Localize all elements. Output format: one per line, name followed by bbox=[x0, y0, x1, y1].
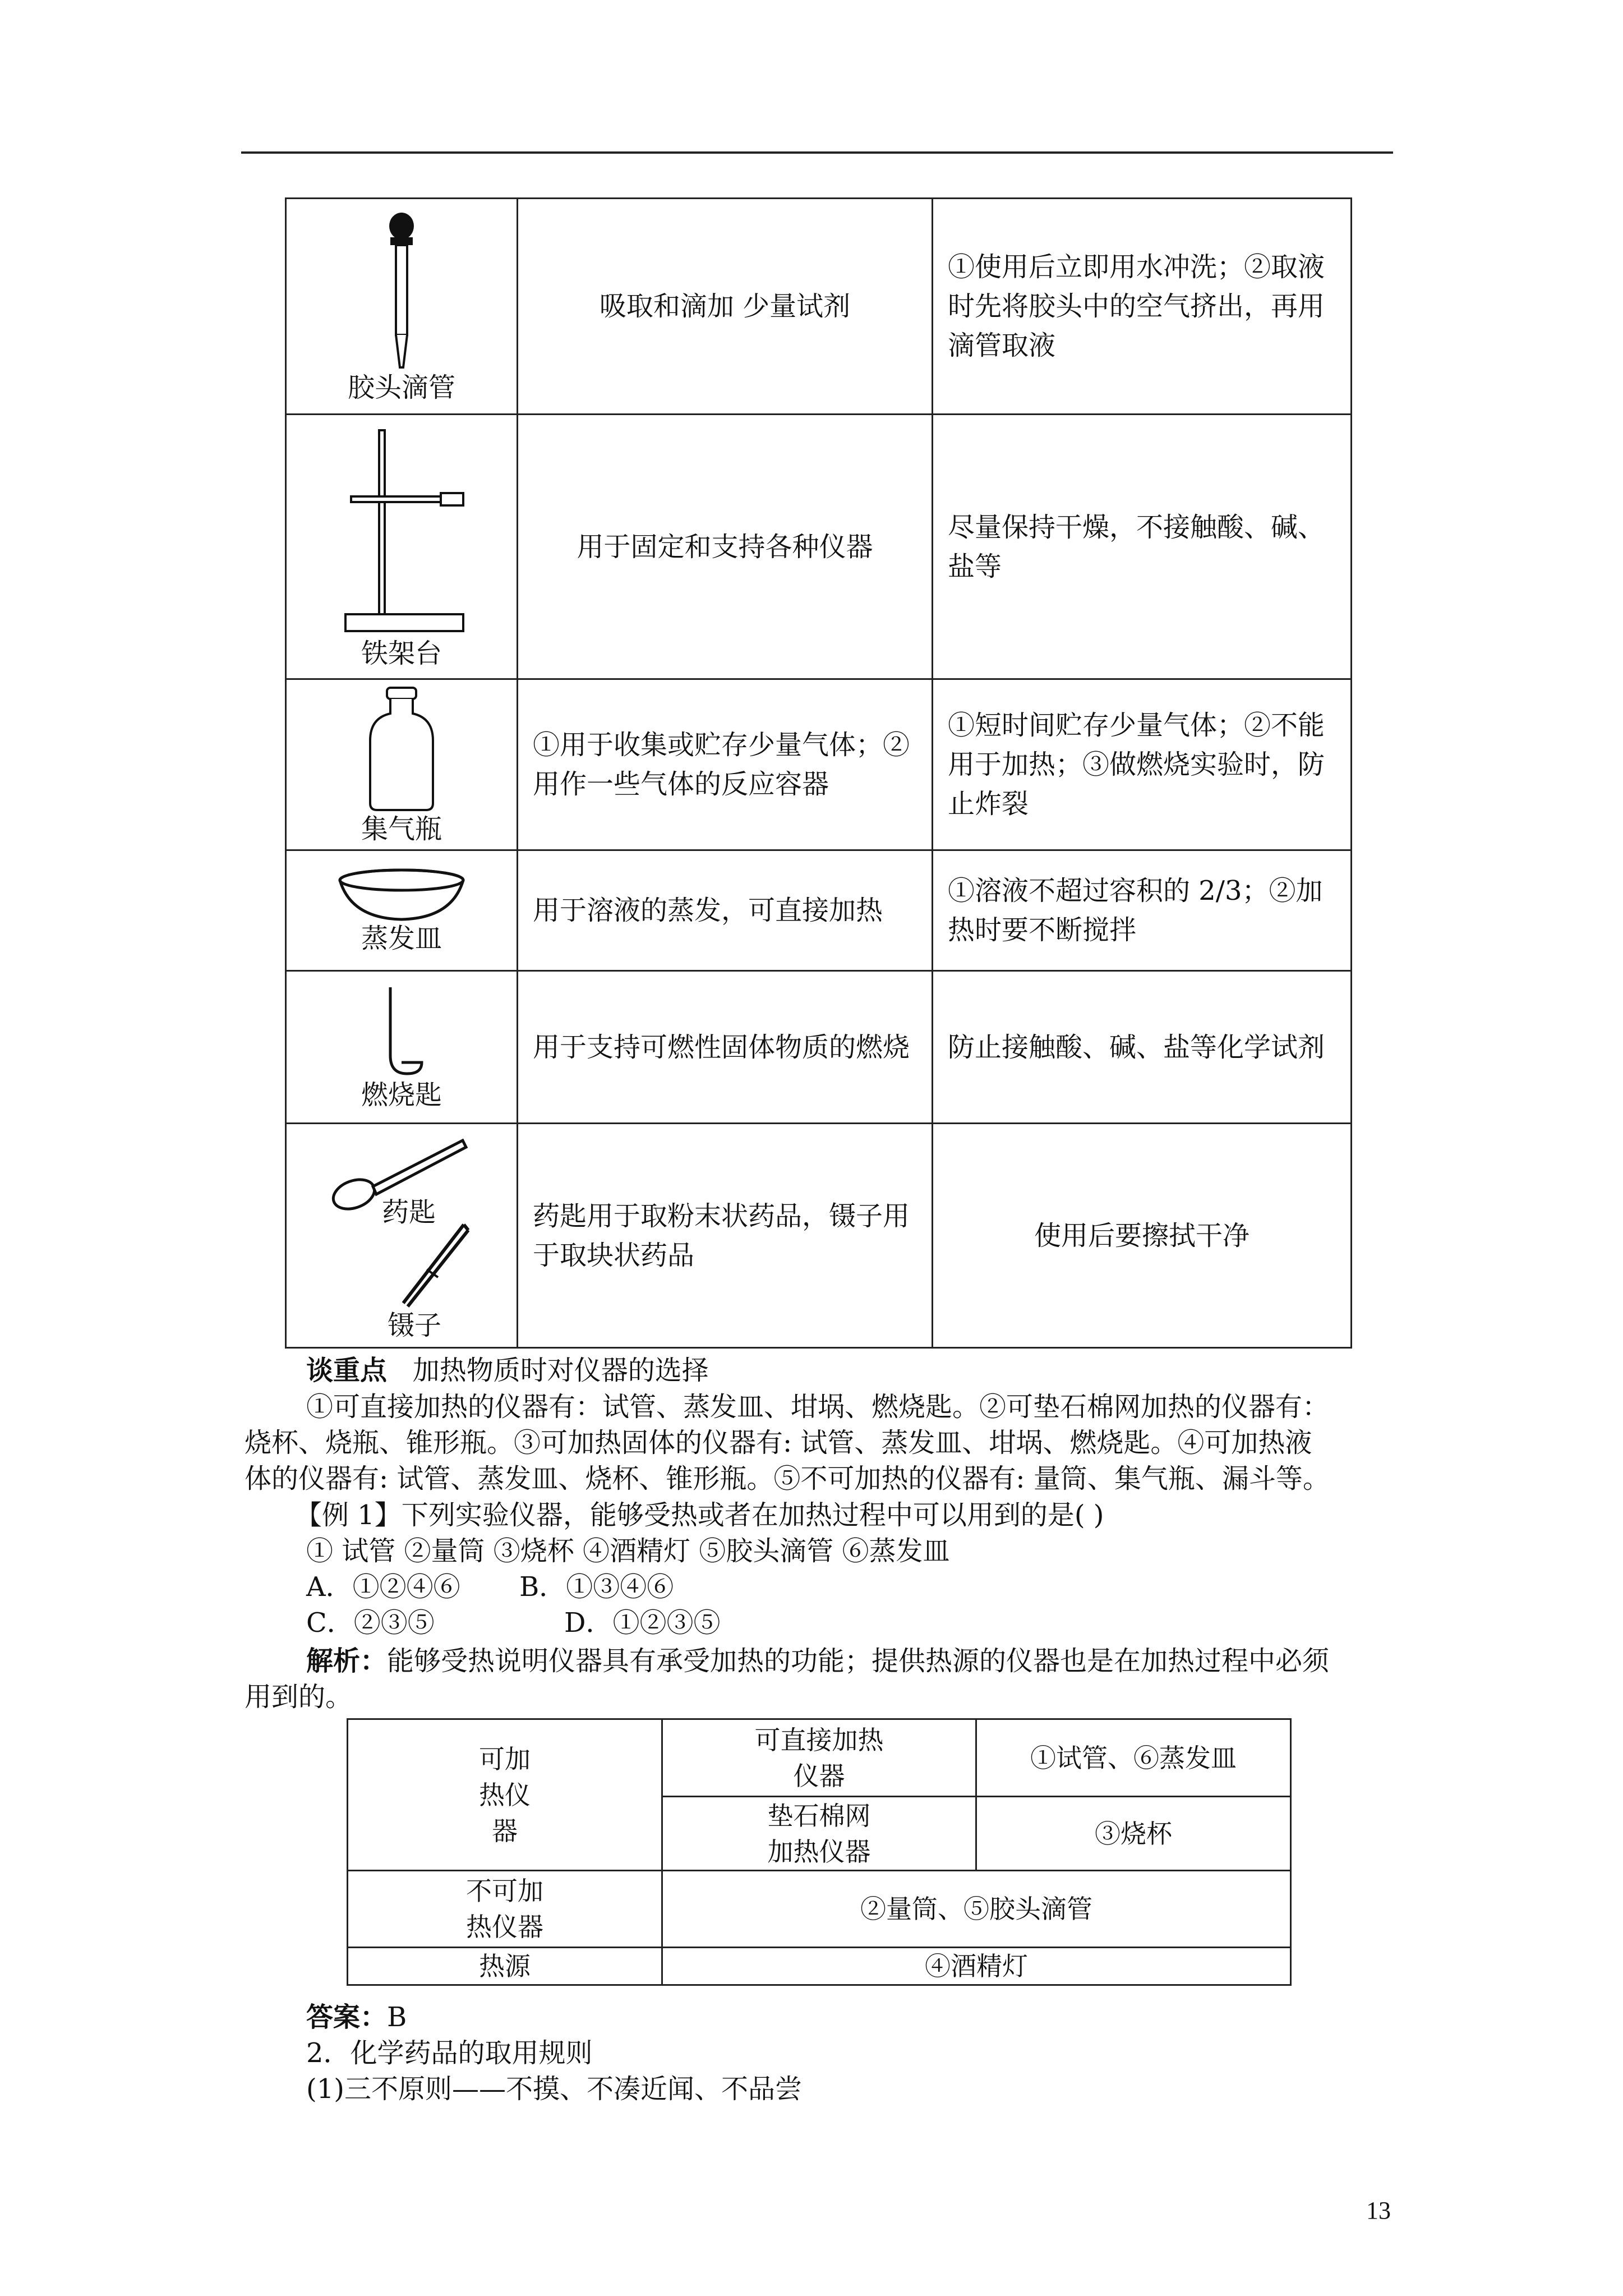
combustion-spoon-icon bbox=[368, 984, 435, 1079]
heatable-cell: 可加热仪器 bbox=[348, 1719, 662, 1871]
focus-line: ①可直接加热的仪器有：试管、蒸发皿、坩埚、燃烧匙。②可垫石棉网加热的仪器有： bbox=[306, 1391, 1330, 1423]
table-row bbox=[286, 679, 1352, 850]
focus-title: 加热物质时对仪器的选择 bbox=[412, 1355, 709, 1386]
non-heatable-items: ②量筒、⑤胶头滴管 bbox=[662, 1871, 1291, 1948]
option-c: C．②③⑤ bbox=[306, 1607, 435, 1639]
option-d: D．①②③⑤ bbox=[564, 1607, 721, 1639]
instrument-name: 胶头滴管 bbox=[347, 372, 455, 403]
gauze-heat-items: ③烧杯 bbox=[976, 1797, 1291, 1871]
usage-cell: 用于支持可燃性固体物质的燃烧 bbox=[518, 971, 933, 1124]
notes-cell: 尽量保持干燥，不接触酸、碱、盐等 bbox=[933, 415, 1352, 679]
heat-source-cell: 热源 bbox=[348, 1948, 662, 1985]
instrument-cell bbox=[286, 1124, 518, 1348]
notes-cell: ①溶液不超过容积的 2/3；②加热时要不断搅拌 bbox=[933, 850, 1352, 971]
instrument-cell bbox=[286, 850, 518, 971]
notes-cell: ①使用后立即用水冲洗；②取液时先将胶头中的空气挤出，再用滴管取液 bbox=[933, 199, 1352, 415]
usage-cell: ①用于收集或贮存少量气体；②用作一些气体的反应容器 bbox=[518, 679, 933, 850]
focus-label: 谈重点 bbox=[306, 1355, 388, 1386]
option-b: B．①③④⑥ bbox=[519, 1571, 674, 1603]
notes-cell: ①短时间贮存少量气体；②不能用于加热；③做燃烧实验时，防止炸裂 bbox=[933, 679, 1352, 850]
non-heatable-cell: 不可加热仪器 bbox=[348, 1871, 662, 1948]
option-a: A．①②④⑥ bbox=[306, 1571, 460, 1603]
usage-cell: 药匙用于取粉末状药品，镊子用于取块状药品 bbox=[518, 1124, 933, 1348]
analysis-line: 用到的。 bbox=[245, 1681, 353, 1713]
focus-line: 烧杯、烧瓶、锥形瓶。③可加热固体的仪器有: 试管、蒸发皿、坩埚、燃烧匙。④可加热液 bbox=[245, 1427, 1312, 1458]
instrument-name: 铁架台 bbox=[361, 637, 442, 669]
instrument-name: 药匙 bbox=[382, 1196, 436, 1228]
analysis-line: 解析：能够受热说明仪器具有承受加热的功能；提供热源的仪器也是在加热过程中必须 bbox=[306, 1645, 1330, 1677]
analysis-table bbox=[347, 1718, 1292, 1986]
usage-cell: 用于溶液的蒸发，可直接加热 bbox=[518, 850, 933, 971]
usage-cell: 用于固定和支持各种仪器 bbox=[518, 415, 933, 679]
instrument-cell bbox=[286, 679, 518, 850]
direct-heat-items: ①试管、⑥蒸发皿 bbox=[976, 1719, 1291, 1797]
table-row bbox=[286, 971, 1352, 1124]
example-items: ① 试管 ②量筒 ③烧杯 ④酒精灯 ⑤胶头滴管 ⑥蒸发皿 bbox=[306, 1535, 950, 1567]
dropper-icon bbox=[379, 209, 424, 372]
example-question: 【例 1】下列实验仪器，能够受热或者在加热过程中可以用到的是( ) bbox=[295, 1499, 1104, 1531]
instrument-name: 燃烧匙 bbox=[361, 1079, 442, 1111]
answer-line bbox=[306, 2000, 407, 2035]
subsection-line: (1)三不原则——不摸、不凑近闻、不品尝 bbox=[306, 2073, 802, 2105]
answer-value: B bbox=[387, 2001, 407, 2033]
gauze-heat-cell: 垫石棉网加热仪器 bbox=[662, 1797, 976, 1871]
notes-cell: 使用后要擦拭干净 bbox=[933, 1124, 1352, 1348]
page-number: 13 bbox=[1366, 2197, 1391, 2224]
section-heading: 2．化学药品的取用规则 bbox=[306, 2037, 593, 2069]
example-label: 【例 1】 bbox=[295, 1499, 402, 1531]
focus-heading bbox=[306, 1353, 709, 1388]
instrument-table bbox=[285, 197, 1352, 1349]
table-row bbox=[286, 850, 1352, 971]
table-row bbox=[286, 415, 1352, 679]
instrument-cell bbox=[286, 971, 518, 1124]
table-row bbox=[286, 199, 1352, 415]
evaporating-dish-icon bbox=[334, 867, 469, 923]
instrument-name: 集气瓶 bbox=[361, 813, 442, 845]
direct-heat-cell: 可直接加热仪器 bbox=[662, 1719, 976, 1797]
answer-label: 答案： bbox=[306, 2001, 388, 2033]
heat-source-items: ④酒精灯 bbox=[662, 1948, 1291, 1985]
iron-stand-icon bbox=[329, 425, 474, 638]
table-row bbox=[286, 1124, 1352, 1348]
gas-bottle-icon bbox=[362, 684, 441, 813]
focus-line: 体的仪器有: 试管、蒸发皿、烧杯、锥形瓶。⑤不可加热的仪器有: 量筒、集气瓶、漏斗等。 bbox=[245, 1463, 1330, 1494]
usage-cell: 吸取和滴加 少量试剂 bbox=[518, 199, 933, 415]
header-rule bbox=[241, 151, 1393, 154]
instrument-name: 蒸发皿 bbox=[361, 923, 442, 954]
tweezers-icon bbox=[393, 1219, 472, 1309]
instrument-name: 镊子 bbox=[388, 1309, 442, 1341]
instrument-cell bbox=[286, 199, 518, 415]
analysis-label: 解析： bbox=[306, 1645, 388, 1677]
notes-cell: 防止接触酸、碱、盐等化学试剂 bbox=[933, 971, 1352, 1124]
instrument-cell bbox=[286, 415, 518, 679]
